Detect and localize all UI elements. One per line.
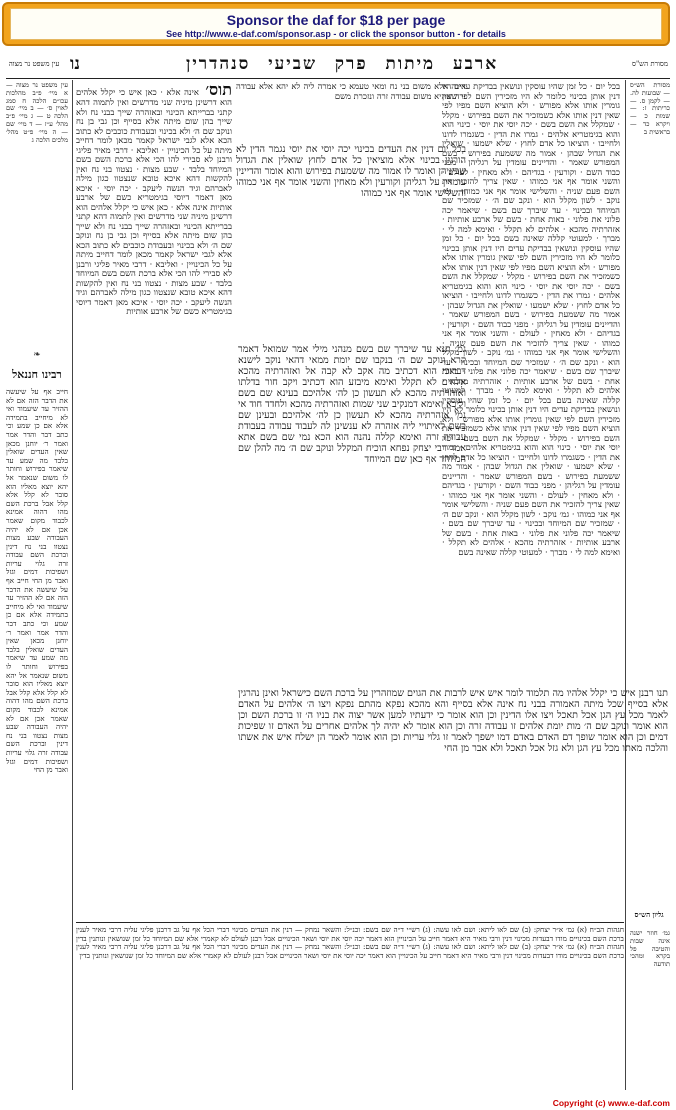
masoret-text: מסורת הש״ס — שבועות לה. — לקמן ס. — כריתות ז: — שמות כ — ויקרא כד — בראשית ב <box>630 82 670 136</box>
ornament-divider: ❧ <box>33 350 41 360</box>
gilyon-title: גליון הש״ס <box>634 910 664 919</box>
gemara-text: גמ׳ תנא עד שיברך שם בשם מנהני מילי אמר שמואל דאמר קרא ונוקב שם ה׳ בנקבו שם יומת ממאי דהאי נוקב לישנא דברוכי הוא דכתיב מה אקב לא קבה אל ואזהרתיה מהכא אלהים לא תקלל ואימא מיבזע הוא דכתיב ויקב חור בדלתו ואזהרתיה מהכא לא תעשון כן לה׳ אלהיכם בעינא שם בשם וליכא ואימא דמנקיב שני שמות ואזהרתיה מהכא ולחדד חוד אי נמי אזהרתיה מהכא לא תעשון כן לה׳ אלהיכם ובעינן שם בשם לאיתויי ליה אזהרה לא ענשינן לה לעבוד עבודה בעבודת עבודה זרה ואימא קללה נהנה הוא הכא נמי שם בשם אתא אמר רבי יצחק נפחא הוכיח המקלל ונוקב שם ה׳ מה להלן שם המיוחד אף כאן שם המיוחד <box>238 344 466 465</box>
sponsor-banner-inner[interactable] <box>10 8 662 40</box>
gemara-wide-block <box>238 688 668 918</box>
mishnah-block <box>236 144 466 344</box>
rabbenu-chananel-text-2: חייב אף על שיעשה את הדבר הזה אם לא ההזיר עד שיעמוד ואי לא מיחייב בתמידה אלא אם כן שמע וכי כתב דבר והדר אמר ואמר ר׳ יוחנן מכאן שאין העדים שואלין בלבד מה שמע עד שיאמר בפירוש וחותר לו משום שנאמר אל יהא יוצא מאליו הוא סובר לא קלל אלא קלל אבל ברכת השם מהו דהוה אמינא לכבוד מקום שאמר אכן אם לא יהיה העבודה שבע מצות נצטוו בני נח דינין וברכת השם עבודה זרה גלוי עריות ושפיכות דמים וגזל ואבר מן החי <box>6 576 68 775</box>
ein-mishpat-header-label: עין משפט נר מצוה <box>8 60 60 68</box>
tosafot-column <box>76 82 232 918</box>
gemara-intro-text: אינה אלא משום בני נח ומאי טעמא כי אמרה ליה לא יהא אלא עבודה זרה שהיא משום עבודה זרה ונזכרת משם <box>236 82 466 101</box>
footnote-text-2: חגהות הב״ח (א) גמ׳ א״ר יצחק: (ב) שם לאו ליתא: ושם לאו עשה: (ג) רש״י ד״ה שם בשם: וכנ״ל: והשאר נמחק — דנין את העדים מכינוי דברי הכל אף על גב דרבנן פליגי עליה דרבי מאיר לענין ברכת השם בכינויים מודו דבעדות מכינוי דנין ורבי מאיר היא דאמר חייב על הכינויין הוא דאמר יכה יוסי את יוסי ושאר הכינויים אבל רבנן לעולם לא קאמרי אלא שם המיוחד כל זמן שנושאין ונותנין בדין <box>76 942 624 960</box>
gemara-block <box>238 344 466 684</box>
gemara-intro <box>236 82 466 142</box>
masoret-header-label: מסורת הש"ס <box>631 60 669 68</box>
gemara-continuation: תנו רבנן איש כי יקלל אלהיו מה תלמוד לומר איש איש לרבות את הגוים שמוזהרין על ברכת השם כישראל ואינן נהרגין אלא בסייף שכל מיתה האמורה בבני נח אינה אלא בסייף והא מהכא נפקא מהתם נפקא ויצו ה׳ אלהים על האדם לאמר מכל עץ הגן אכל תאכל ויצו אלו הדינין וכן הוא אומר כי ידעתיו למען אשר יצוה את בניו ה׳ זו ברכת השם וכן הוא אומר ונוקב שם ה׳ מות יומת אלהים זו עבודה זרה וכן הוא אומר לא יהיה לך אלהים אחרים על האדם זו שפיכות דמים וכן הוא אומר שופך דם האדם באדם דמו ישפך לאמר זו גלוי עריות וכן הוא אומר לאמר הן ישלח איש את אשתו והלכה מאתו מכל עץ הגן ולא גזל אכל תאכל ולא אבר מן החי <box>238 688 668 754</box>
gilyon-column <box>630 930 670 1010</box>
rashi-text: בכל יום · כל זמן שהיו עוסקין ונושאין בבדיקת עדים היו דנין אותן בכינוי כלומר לא היו מזכירין השם לפי שאין גומרין אותו אלא מפורש · ולא הוציא השם מפיו לפי שאין דנין אותו אלא כשמזכיר את השם בפירוש · מקלל · שמקלל את השם בשם · יכה יוסי את יוסי · כינוי הוא והוא בגימטריא אלהים · גמרו את הדין · כשגמרו לדונו ולחייבו · הוציאו כל אדם לחוץ · שלא ישמעו · שואלין את הגדול שבהן · אמור מה ששמעת בפירוש · בשם המפורש שאמר · והדיינים עומדין על רגליהן · מפני כבוד השם · וקורעין · בגדיהם · ולא מאחין · לעולם · והשני אומר אף אני כמוהו · שאין צריך להזכיר את השם פעם שניה · והשלישי אומר אף אני כמוהו · גמ׳ נוקב · לשון מקלל הוא · ונקב שם ה׳ · שמזכיר שם המיוחד ובכינוי · עד שיברך שם בשם · שיאמר יכה פלוני את פלוני · באות אחת · בשם של ארבע אותיות · אזהרתיה מהכא · אלהים לא תקלל · ואימא למה לי · מברך · למעוטי קללה שאינה בשם <box>442 82 620 243</box>
page-number: נו <box>70 54 80 74</box>
gilyon-text: גמ׳ חוזר ישנה אינה שבות והטיבה פל בקרא ומהכי תודעה <box>630 930 670 969</box>
page-header <box>6 54 670 80</box>
talmud-page <box>6 50 670 1092</box>
footnote-text: חגהות הב״ח (א) גמ׳ א״ר יצחק: (ב) שם לאו ליתא: ושם לאו עשה: (ג) רש״י ד״ה שם בשם: וכנ״ל: והשאר נמחק — דנין את העדים מכינוי דברי הכל אף על גב דרבנן פליגי עליה דרבי מאיר לענין ברכת השם בכינויים מודו דבעדות מכינוי דנין ורבי מאיר היא דאמר חייב על הכינויין הוא דאמר יכה יוסי את יוסי ושאר הכינויים אבל רבנן לעולם לא קאמרי אלא שם המיוחד כל זמן שנושאין ונותנין בדין <box>76 926 624 943</box>
rabbenu-chananel-column <box>6 388 68 1088</box>
ein-mishpat-column <box>6 82 68 342</box>
mishnah-text: בכל יום דנין את העדים בכינוי יכה יוסי את יוסי נגמר הדין לא הורגין בכינוי אלא מוציאין כל אדם לחוץ שואלין את הגדול שביניהן ואומר לו אמור מה ששמעת בפירוש והוא אומר והדיינין עומדין על רגליהן וקורעין ולא מאחין והשני אומר אף אני כמוהו והשלישי אומר אף אני כמוהו <box>236 144 466 199</box>
rashi-text-continued: בכל יום · כל זמן שהיו עוסקין ונושאין בבדיקת עדים היו דנין אותן בכינוי כלומר לא היו מזכירין השם לפי שאין גומרין אותו אלא מפורש · ולא הוציא השם מפיו לפי שאין דנין אותו אלא כשמזכיר את השם בפירוש · מקלל · שמקלל את השם בשם · יכה יוסי את יוסי · כינוי הוא והוא בגימטריא אלהים · גמרו את הדין · כשגמרו לדונו ולחייבו · הוציאו כל אדם לחוץ · שלא ישמעו · שואלין את הגדול שבהן · אמור מה ששמעת בפירוש · בשם המפורש שאמר · והדיינים עומדין על רגליהן · מפני כבוד השם · וקורעין · בגדיהם · ולא מאחין · לעולם · והשני אומר אף אני כמוהו · שאין צריך להזכיר את השם פעם שניה · והשלישי אומר אף אני כמוהו · גמ׳ נוקב · לשון מקלל הוא · ונקב שם ה׳ · שמזכיר שם המיוחד ובכינוי · עד שיברך שם בשם · שיאמר יכה פלוני את פלוני · באות אחת · בשם של ארבע אותיות · אזהרתיה מהכא · אלהים לא תקלל · ואימא למה לי · מברך · למעוטי קללה שאינה בשם <box>442 233 620 405</box>
sponsor-title: Sponsor the daf for $18 per page <box>226 12 446 28</box>
copyright-notice[interactable]: Copyright (c) www.e-daf.com <box>552 1098 670 1108</box>
rabbenu-chananel-title: רבינו חננאל <box>12 368 62 381</box>
sponsor-banner[interactable] <box>2 2 670 46</box>
ein-mishpat-text: עין משפט נר מצוה — א מיי׳ פ״ב מהלכות עכו״ם הלכה ח סמג לאוין ס׳ — ב מיי׳ שם הלכה ט — ג מיי׳ פ״ב מהל׳ ע״ז — ד מיי׳ שם — ה מיי׳ פ״ט מהל׳ מלכים הלכה ג <box>6 82 68 144</box>
rashi-text-continued-2: בכל יום · כל זמן שהיו עוסקין ונושאין בבדיקת עדים היו דנין אותן בכינוי כלומר לא היו מזכירין השם לפי שאין גומרין אותו אלא מפורש · ולא הוציא השם מפיו לפי שאין דנין אותו אלא כשמזכיר את השם בפירוש · מקלל · שמקלל את השם בשם · יכה יוסי את יוסי · כינוי הוא והוא בגימטריא אלהים · גמרו את הדין · כשגמרו לדונו ולחייבו · הוציאו כל אדם לחוץ · שלא ישמעו · שואלין את הגדול שבהן · אמור מה ששמעת בפירוש · בשם המפורש שאמר · והדיינים עומדין על רגליהן · מפני כבוד השם · וקורעין · בגדיהם · ולא מאחין · לעולם · והשני אומר אף אני כמוהו · שאין צריך להזכיר את השם פעם שניה · והשלישי אומר אף אני כמוהו · גמ׳ נוקב · לשון מקלל הוא · ונקב שם ה׳ · שמזכיר שם המיוחד ובכינוי · עד שיברך שם בשם · שיאמר יכה פלוני את פלוני · באות אחת · בשם של ארבע אותיות · אזהרתיה מהכא · אלהים לא תקלל · ואימא למה לי · מברך · למעוטי קללה שאינה בשם <box>442 394 620 557</box>
right-margin-divider <box>625 80 626 1090</box>
rabbenu-chananel-text: חייב אף על שיעשה את הדבר הזה אם לא ההזיר עד שיעמוד ואי לא מיחייב בתמידה אלא אם כן שמע וכי כתב דבר והדר אמר ואמר ר׳ יוחנן מכאן שאין העדים שואלין בלבד מה שמע עד שיאמר בפירוש וחותר לו משום שנאמר אל יהא יוצא מאליו הוא סובר לא קלל אלא קלל אבל ברכת השם מהו דהוה אמינא לכבוד מקום שאמר אכן אם לא יהיה העבודה שבע מצות נצטוו בני נח דינין וברכת השם עבודה זרה גלוי עריות ושפיכות דמים וגזל ואבר מן החי <box>6 388 68 586</box>
footnotes-block <box>76 926 624 1086</box>
left-margin-divider <box>72 80 73 1090</box>
tosafot-text: אינה אלא · כאן איש כי יקלל אלהים הוא דרשינן מיניה שני מדרשים ואין לתמוה דהא קתני בברייתא הכינוי ובאזהרה שייך בבני נח ולא שייך בהן שום מיתה אלא בסייף וכן גבי בן נח ונוקב שם ה׳ ולא בכינוי ובעבודת כוכבים לא כתוב הכא אלא לגבי ישראל קאמר מכאן לומר דחייב מיתה על כל הכינויין · ואליבא · דרבי מאיר פליגי ורבנן לא סבירי להו הכי אלא ברכת השם בשם המיוחד בלבד · שבע מצות · נצטוו בני נח ואין להקשות דהא איכא טובא שנצטוו כגון מילה לאברהם וגיד הנשה ליעקב · יכה יוסי · איכא מאן דאמר דיוסי בגימטריא כשם של ארבע אותיות <box>76 87 232 212</box>
tosafot-title: תוס׳ <box>198 82 232 99</box>
tosafot-text-continued: אינה אלא · כאן איש כי יקלל אלהים הוא דרשינן מיניה שני מדרשים ואין לתמוה דהא קתני בברייתא הכינוי ובאזהרה שייך בבני נח ולא שייך בהן שום מיתה אלא בסייף וכן גבי בן נח ונוקב שם ה׳ ולא בכינוי ובעבודת כוכבים לא כתוב הכא אלא לגבי ישראל קאמר מכאן לומר דחייב מיתה על כל הכינויין · ואליבא · דרבי מאיר פליגי ורבנן לא סבירי להו הכי אלא ברכת השם בשם המיוחד בלבד · שבע מצות · נצטוו בני נח ואין להקשות דהא איכא טובא שנצטוו כגון מילה לאברהם וגיד הנשה ליעקב · יכה יוסי · איכא מאן דאמר דיוסי בגימטריא כשם של ארבע אותיות <box>76 201 232 316</box>
sponsor-subtitle: See http://www.e-daf.com/sponsor.asp - or click the sponsor button - for details <box>166 29 506 39</box>
page-title: ארבע מיתות פרק שביעי סנהדרין <box>186 54 499 74</box>
header-divider <box>6 78 670 79</box>
footnote-divider <box>76 922 624 923</box>
